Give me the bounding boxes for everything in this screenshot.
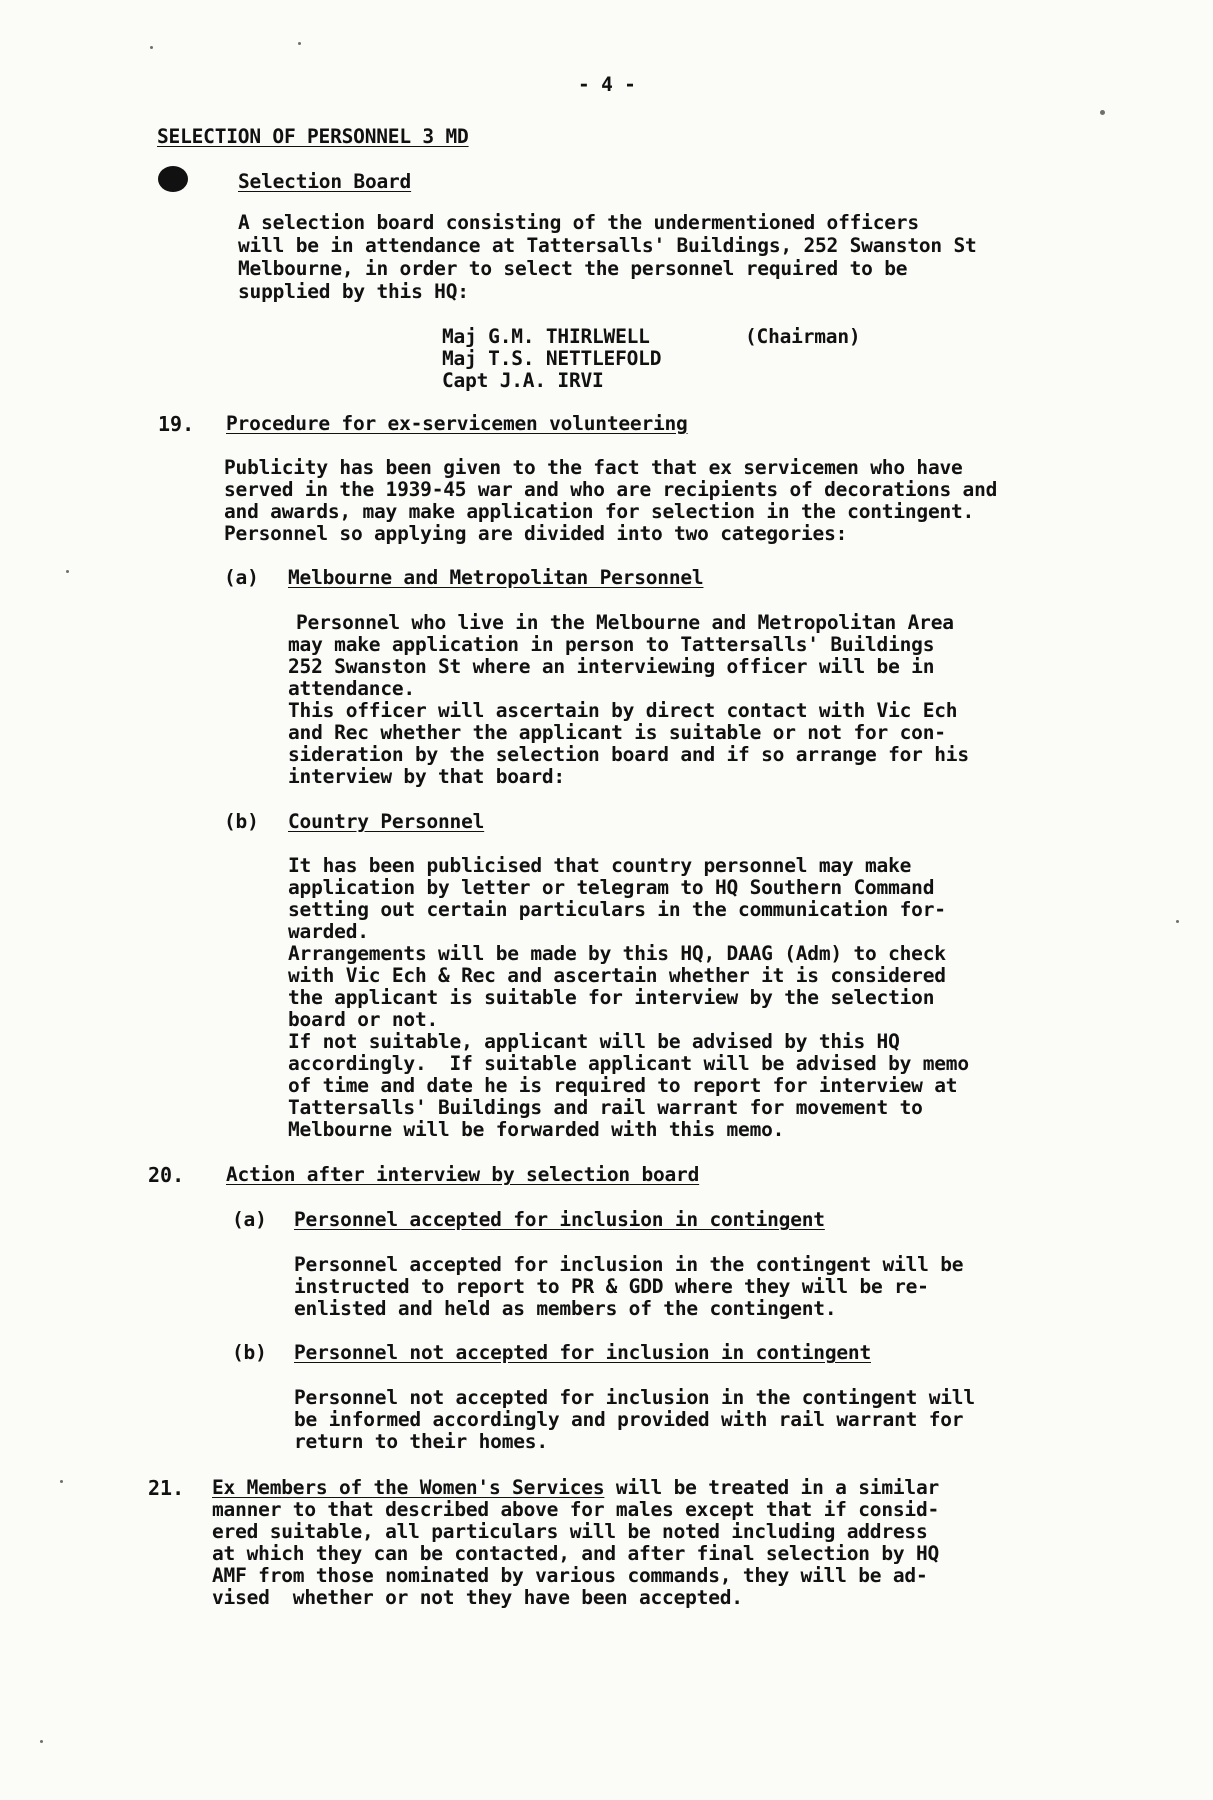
selection-board-line: Melbourne, in order to select the personnel required to be xyxy=(238,257,908,280)
selection-board-line: will be in attendance at Tattersalls' Buildings, 252 Swanston St xyxy=(238,234,977,257)
para-19a-label: (a) xyxy=(224,566,259,589)
para-19b-line: accordingly. If suitable applicant will be advised by memo xyxy=(288,1052,969,1075)
para-20a-label: (a) xyxy=(232,1208,267,1231)
para-20a-line: instructed to report to PR & GDD where they will be re- xyxy=(294,1275,929,1298)
para-21-line: manner to that described above for males except that if consid- xyxy=(212,1498,940,1521)
para-20-number: 20. xyxy=(148,1163,185,1187)
officer-chairman: Maj G.M. THIRLWELL xyxy=(442,325,650,348)
para-20b-line: return to their homes. xyxy=(294,1430,548,1453)
para-19b-heading: Country Personnel xyxy=(288,810,485,833)
para-19b-line: the applicant is suitable for interview by the selection xyxy=(288,986,935,1009)
para-19a-heading: Melbourne and Metropolitan Personnel xyxy=(288,566,704,589)
para-19b-line: application by letter or telegram to HQ Southern Command xyxy=(288,876,935,899)
para-21-first-line-rest: will be treated in a similar xyxy=(604,1476,940,1499)
para-19-number: 19. xyxy=(158,412,195,436)
para-19a-line: may make application in person to Tattersalls' Buildings xyxy=(288,633,935,656)
chairman-note: (Chairman) xyxy=(745,325,861,348)
para-20a-line: Personnel accepted for inclusion in the contingent will be xyxy=(294,1253,964,1276)
ink-blot xyxy=(158,166,188,192)
para-19b-line: It has been publicised that country personnel may make xyxy=(288,854,912,877)
ink-speck xyxy=(66,570,69,573)
para-19b-line: with Vic Ech & Rec and ascertain whether it is considered xyxy=(288,964,946,987)
para-19b-label: (b) xyxy=(224,810,259,833)
para-19b-line: Tattersalls' Buildings and rail warrant for movement to xyxy=(288,1096,923,1119)
para-19a-line: sideration by the selection board and if so arrange for his xyxy=(288,743,969,766)
para-19a-line: Personnel who live in the Melbourne and Metropolitan Area xyxy=(296,611,954,634)
para-21-line: vised whether or not they have been accepted. xyxy=(212,1586,743,1609)
selection-board-heading: Selection Board xyxy=(238,170,412,193)
ink-speck xyxy=(1100,110,1105,115)
para-19-line: Personnel so applying are divided into two categories: xyxy=(224,522,848,545)
officer: Capt J.A. IRVI xyxy=(442,369,604,392)
para-21-line: AMF from those nominated by various commands, they will be ad- xyxy=(212,1564,928,1587)
para-20a-line: enlisted and held as members of the contingent. xyxy=(294,1297,837,1320)
ink-speck xyxy=(150,46,153,49)
para-19a-line: This officer will ascertain by direct contact with Vic Ech xyxy=(288,699,958,722)
para-19b-line: setting out certain particulars in the communication for- xyxy=(288,898,946,921)
para-19a-line: interview by that board: xyxy=(288,765,565,788)
para-19b-line: Arrangements will be made by this HQ, DAAG (Adm) to check xyxy=(288,942,946,965)
ink-speck xyxy=(60,1480,63,1483)
selection-board-line: A selection board consisting of the undermentioned officers xyxy=(238,211,919,234)
para-19a-line: 252 Swanston St where an interviewing officer will be in xyxy=(288,655,935,678)
para-19b-line: If not suitable, applicant will be advised by this HQ xyxy=(288,1030,900,1053)
ink-speck xyxy=(298,42,301,45)
para-19-line: Publicity has been given to the fact that ex servicemen who have xyxy=(224,456,963,479)
officer: Maj T.S. NETTLEFOLD xyxy=(442,347,662,370)
para-20b-heading: Personnel not accepted for inclusion in contingent xyxy=(294,1341,871,1364)
ink-speck xyxy=(40,1740,43,1743)
para-21-number: 21. xyxy=(148,1476,185,1500)
para-20-heading: Action after interview by selection board xyxy=(226,1163,700,1186)
para-20b-label: (b) xyxy=(232,1341,267,1364)
page-title: SELECTION OF PERSONNEL 3 MD xyxy=(157,125,469,148)
para-19-line: served in the 1939-45 war and who are recipients of decorations and xyxy=(224,478,998,501)
para-21-first-line xyxy=(212,1478,939,1498)
para-19a-line: and Rec whether the applicant is suitable or not for con- xyxy=(288,721,946,744)
para-21-subject: Ex Members of the Women's Services xyxy=(212,1476,605,1499)
para-20b-line: be informed accordingly and provided with rail warrant for xyxy=(294,1408,964,1431)
para-19b-line: of time and date he is required to report for interview at xyxy=(288,1074,958,1097)
selection-board-line: supplied by this HQ: xyxy=(238,280,469,303)
para-19a-line: attendance. xyxy=(288,677,415,700)
para-20b-line: Personnel not accepted for inclusion in the contingent will xyxy=(294,1386,975,1409)
ink-speck xyxy=(1176,920,1179,923)
para-19-line: and awards, may make application for selection in the contingent. xyxy=(224,500,975,523)
para-19b-line: board or not. xyxy=(288,1008,439,1031)
para-19-heading: Procedure for ex-servicemen volunteering xyxy=(226,412,688,435)
para-19b-line: Melbourne will be forwarded with this memo. xyxy=(288,1118,785,1141)
page-number: - 4 - xyxy=(578,73,636,96)
para-21-line: ered suitable, all particulars will be noted including address xyxy=(212,1520,928,1543)
para-21-line: at which they can be contacted, and after final selection by HQ xyxy=(212,1542,940,1565)
para-19b-line: warded. xyxy=(288,920,369,943)
para-20a-heading: Personnel accepted for inclusion in contingent xyxy=(294,1208,825,1231)
